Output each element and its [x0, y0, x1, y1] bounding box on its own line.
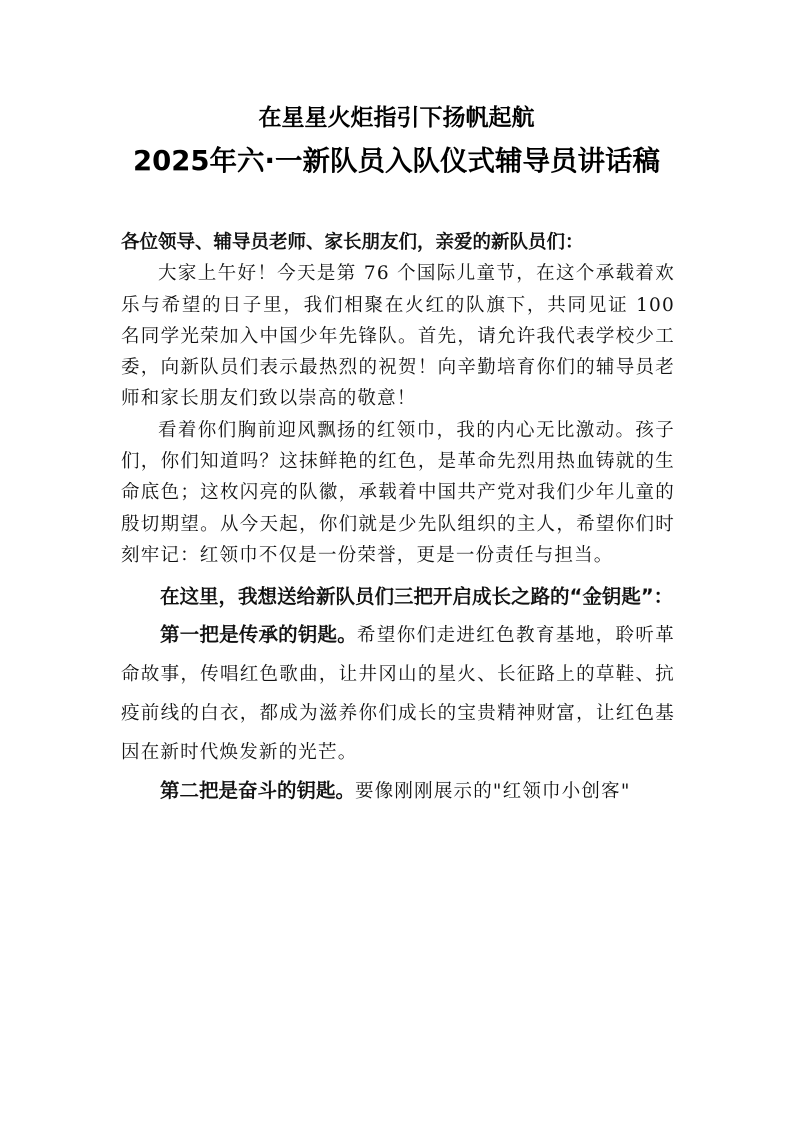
paragraph-key-struggle: [121, 772, 675, 811]
key-heading-struggle: 第二把是奋斗的钥匙。: [160, 779, 356, 803]
paragraph-three-keys: 在这里，我想送给新队员们三把开启成长之路的“金钥匙”：: [160, 585, 674, 609]
document-body: [121, 227, 675, 811]
paragraph-greeting: 大家上午好！今天是第 76 个国际儿童节，在这个承载着欢乐与希望的日子里，我们相聚在火红的队旗下，共同见证 100 名同学光荣加入中国少年先锋队。首先，请允许我代表学校少工委，向新队员们表示最热烈的祝贺！向辛勤培育你们的辅导员老师和家长朋友们致以崇高的敬意！: [121, 263, 675, 410]
document-title-sub: 2025年六·一新队员入队仪式辅导员讲话稿: [133, 145, 660, 177]
key-text-inheritance: 希望你们走进红色教育基地，聆听革命故事，传唱红色歌曲，让井冈山的星火、长征路上的草鞋、抗疫前线的白衣，都成为滋养你们成长的宝贵精神财富，让红色基因在新时代焕发新的光芒。: [121, 625, 675, 764]
paragraph-key-inheritance: [121, 616, 675, 772]
salutation: 各位领导、辅导员老师、家长朋友们，亲爱的新队员们：: [121, 232, 584, 253]
document-title-main: 在星星火炬指引下扬帆起航: [258, 105, 535, 131]
key-text-struggle: 要像刚刚展示的"红领巾小创客": [355, 781, 631, 803]
paragraph-red-scarf: 看着你们胸前迎风飘扬的红领巾，我的内心无比激动。孩子们，你们知道吗？这抹鲜艳的红色，是革命先烈用热血铸就的生命底色；这枚闪亮的队徽，承载着中国共产党对我们少年儿童的殷切期望。从今天起，你们就是少先队组织的主人，希望你们时刻牢记：红领巾不仅是一份荣誉，更是一份责任与担当。: [121, 419, 675, 566]
key-heading-inheritance: 第一把是传承的钥匙。: [160, 623, 357, 647]
